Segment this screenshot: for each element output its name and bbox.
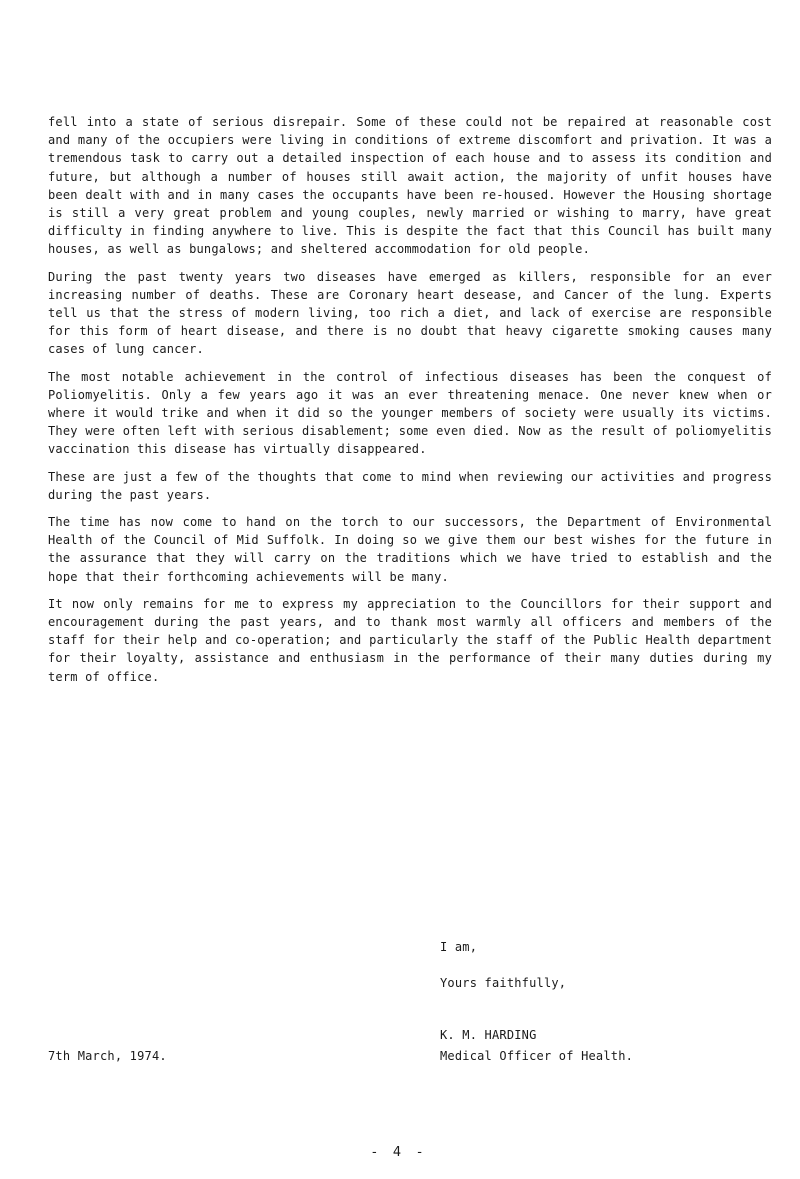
letter-body bbox=[48, 113, 772, 695]
paragraph-thoughts: These are just a few of the thoughts that come to mind when reviewing our activities and progress during the past years. bbox=[48, 469, 772, 502]
signatory-name: K. M. HARDING bbox=[440, 1028, 537, 1042]
paragraph-successors: The time has now come to hand on the torch to our successors, the Department of Environmental Health of the Council of Mid Suffolk. In doing so we give them our best wishes for the future in the assurance that they will carry on the traditions which we have tried to establish and the hope that their forthcoming achievements will be many. bbox=[48, 515, 772, 584]
page-number: - 4 - bbox=[372, 1145, 428, 1160]
paragraph-poliomyelitis: The most notable achievement in the control of infectious diseases has been the conquest of Poliomyelitis. Only a few years ago it was an ever threatening menace. One never knew when or where it would trike and when it did so the younger members of society were usually its victims. They were often left with serious disablement; some even died. Now as the result of poliomyelitis vaccination this disease has virtually disappeared. bbox=[48, 369, 772, 457]
paragraph-diseases: During the past twenty years two diseases have emerged as killers, responsible for an ever increasing number of deaths. These are Coronary heart desease, and Cancer of the lung. Experts tell us that the stress of modern living, too rich a diet, and lack of exercise are responsible for this form of heart disease, and there is no doubt that heavy cigarette smoking causes many cases of lung cancer. bbox=[48, 269, 772, 357]
letter-date: 7th March, 1974. bbox=[48, 1049, 167, 1063]
paragraph-appreciation: It now only remains for me to express my appreciation to the Councillors for their support and encouragement during the past years, and to thank most warmly all officers and members of the staff for their help and co-operation; and particularly the staff of the Public Health department for their loyalty, assistance and enthusiasm in the performance of their many duties during my term of office. bbox=[48, 596, 772, 684]
signatory-title: Medical Officer of Health. bbox=[440, 1049, 634, 1063]
closing-valediction: Yours faithfully, bbox=[440, 976, 567, 990]
closing-greeting: I am, bbox=[440, 940, 478, 954]
paragraph-housing: fell into a state of serious disrepair. Some of these could not be repaired at reasonable cost and many of the occupiers were living in conditions of extreme discomfort and privation. It was a tremendous task to carry out a detailed inspection of each house and to assess its condition and future, but although a number of houses still await action, the majority of unfit houses have been dealt with and in many cases the occupants have been re-housed. However the Housing shortage is still a very great problem and young couples, newly married or wishing to marry, have great difficulty in finding anywhere to live. This is despite the fact that this Council has built many houses, as well as bungalows; and sheltered accommodation for old people. bbox=[48, 115, 772, 257]
